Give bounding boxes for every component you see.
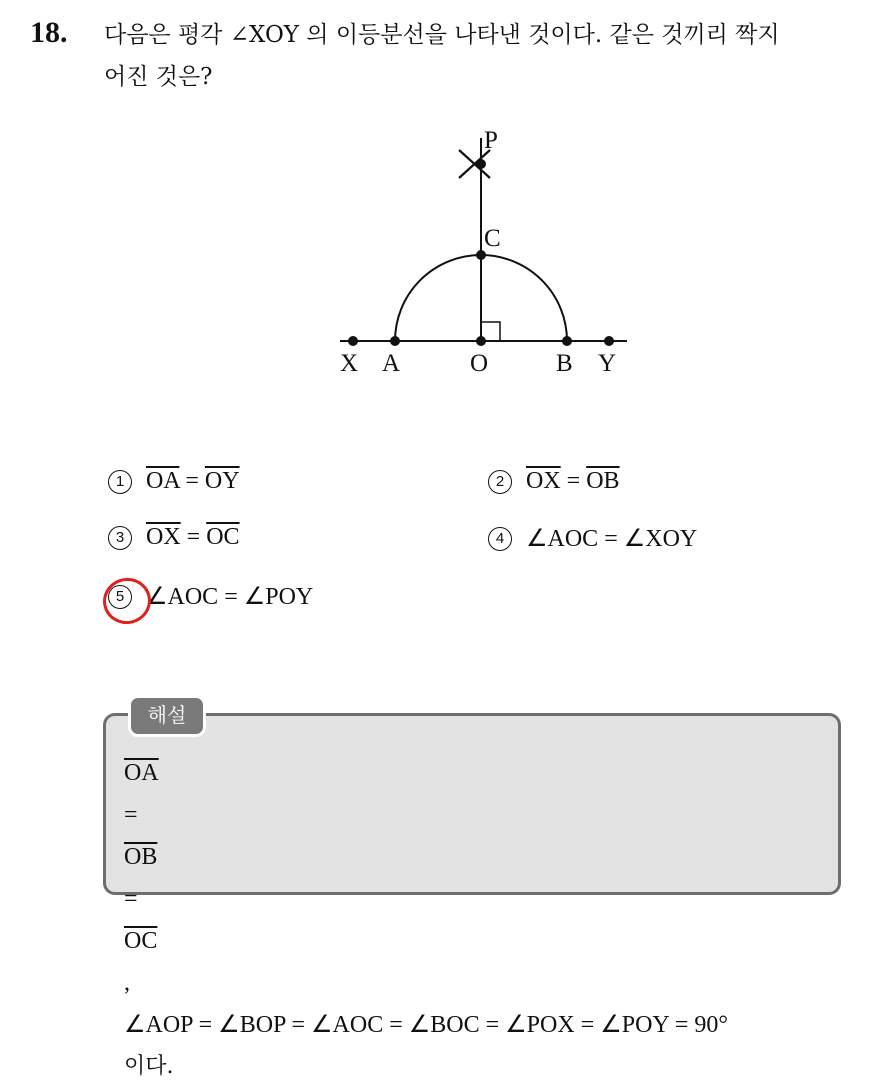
choice-2[interactable] xyxy=(488,468,620,495)
choice-4[interactable] xyxy=(488,524,697,553)
choice-1[interactable] xyxy=(108,468,240,495)
label-o: O xyxy=(470,350,489,377)
choice-3[interactable] xyxy=(108,524,240,551)
point-b xyxy=(562,336,572,346)
label-p: P xyxy=(484,127,498,154)
solution-line-2: ∠AOP = ∠BOP = ∠AOC = ∠BOC = ∠POX = ∠POY = 90° xyxy=(124,1012,728,1038)
choice-number: 3 xyxy=(108,526,132,550)
question-text xyxy=(104,14,874,98)
choice-number: 2 xyxy=(488,470,512,494)
choice-expression: ∠AOC = ∠POY xyxy=(146,584,314,610)
construction-diagram xyxy=(330,120,640,390)
point-o xyxy=(476,336,486,346)
label-b: B xyxy=(556,350,573,377)
choice-expression: ∠AOC = ∠XOY xyxy=(526,526,698,552)
question-number: 18. xyxy=(30,16,68,49)
solution-text xyxy=(124,752,834,1088)
label-x: X xyxy=(340,350,359,377)
choice-5[interactable] xyxy=(108,582,313,611)
choice-number: 4 xyxy=(488,527,512,551)
choice-expression: $\overline{OA} = \overline{OY}$ xyxy=(146,468,240,494)
point-a xyxy=(390,336,400,346)
point-p xyxy=(476,159,486,169)
choice-expression: $\overline{OX} = \overline{OB}$ xyxy=(526,468,620,494)
choice-number: 1 xyxy=(108,470,132,494)
point-y xyxy=(604,336,614,346)
choice-number: 5 xyxy=(108,585,132,609)
solution-line-1: $\overline{OA}$ = $\overline{OB}$ = $\overline{OC}$ , xyxy=(124,760,159,996)
point-x xyxy=(348,336,358,346)
question-line-1: 다음은 평각 ∠XOY 의 이등분선을 나타낸 것이다. 같은 것끼리 짝지 xyxy=(104,22,780,48)
choice-expression: $\overline{OX} = \overline{OC}$ xyxy=(146,524,240,550)
solution-tag: 해설 xyxy=(128,695,206,737)
label-c: C xyxy=(484,225,501,252)
solution-line-3: 이다. xyxy=(124,1054,174,1079)
label-a: A xyxy=(382,350,401,377)
question-line-2: 어진 것은? xyxy=(104,64,213,90)
label-y: Y xyxy=(598,350,617,377)
answer-choices xyxy=(104,460,804,620)
angle-bisector-figure xyxy=(330,120,640,390)
